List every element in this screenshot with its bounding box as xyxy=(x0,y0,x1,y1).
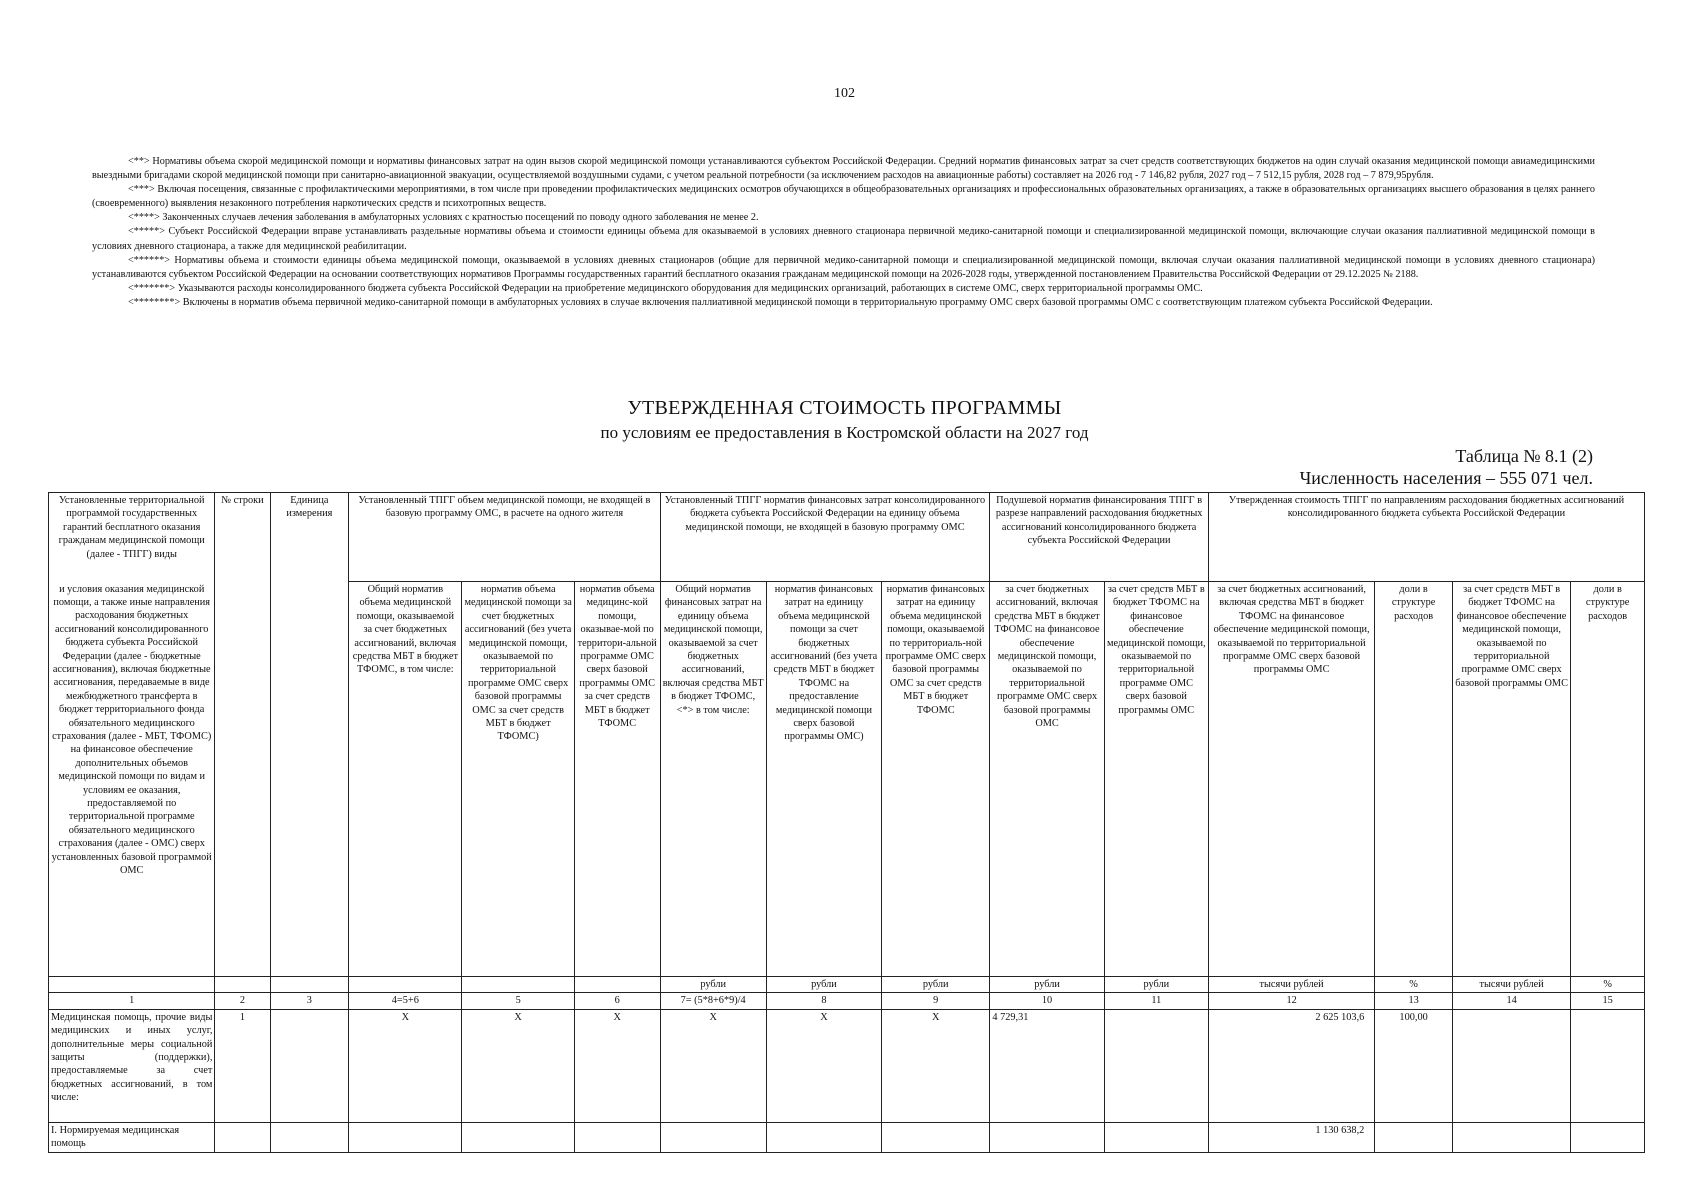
header-row-number: № строки xyxy=(215,493,270,977)
unit-cell: рубли xyxy=(990,977,1104,993)
footnote: <*****> Субъект Российской Федерации вправе устанавливать раздельные нормативы объема и стоимости единицы объема для оказываемой в условиях дневного стационара первичной медико-санитарной помощи и специализированной медицинской помощи, включающие случаи оказания паллиативной медицинской помощи в условиях дневного стационара, а также для медицинской реабилитации. xyxy=(92,226,1595,252)
header-unit: Единица измерения xyxy=(270,493,349,977)
header-sub: за счет средств МБТ в бюджет ТФОМС на финансовое обеспечение медицинской помощи, оказываемой по территориальной программе ОМС сверх базовой программы ОМС xyxy=(1104,582,1208,977)
header-sub: Общий норматив объема медицинской помощи, оказываемой за счет бюджетных ассигнований, включая средства МБТ в бюджет ТФОМС, в том числе: xyxy=(349,582,462,977)
header-sub: за счет бюджетных ассигнований, включая средства МБТ в бюджет ТФОМС на финансовое обеспечение медицинской помощи, оказываемой по территориальной программе ОМС сверх базовой программы ОМС xyxy=(1208,582,1374,977)
footnote: <**> Нормативы объема скорой медицинской помощи и нормативы финансовых затрат на один вызов скорой медицинской помощи устанавливаются субъектом Российской Федерации. Средний норматив финансовых затрат за счет средств соответствующих бюджетов на один случай оказания медицинской помощи авиамедицинскими выездными бригадами скорой медицинской помощи при санитарно-авиационной эвакуации, осуществляемой воздушными судами, с учетом реальной потребности (за исключением расходов на авиационные работы) составляет на 2026 год - 7 146,82 рубля, 2027 год – 7 512,15 рубля, 2028 год – 7 879,95рубля. xyxy=(92,156,1595,182)
unit-cell: рубли xyxy=(766,977,881,993)
table-cell: X xyxy=(660,1009,766,1122)
unit-cell xyxy=(215,977,270,993)
unit-cell xyxy=(270,977,349,993)
table-cell xyxy=(1571,1122,1645,1152)
table-cell: X xyxy=(882,1009,990,1122)
column-number: 14 xyxy=(1452,993,1570,1009)
footnote: <********> Включены в норматив объема первичной медико-санитарной помощи в амбулаторных условиях в случае включения паллиативной медицинской помощи в территориальную программу ОМС сверх базовой программы ОМС с соответствующим платежом субъекта Российской Федерации. xyxy=(128,296,1433,308)
column-number: 10 xyxy=(990,993,1104,1009)
unit-cell xyxy=(49,977,215,993)
unit-cell: % xyxy=(1571,977,1645,993)
footnote: <***> Включая посещения, связанные с профилактическими мероприятиями, в том числе при проведении профилактических медицинских осмотров обучающихся в общеобразовательных организациях и профессиональных образовательных организациях, а также в образовательных организациях высшего образования в целях раннего (своевременного) выявления незаконного потребления наркотических средств и психотропных веществ. xyxy=(92,184,1595,210)
header-kinds-bottom: и условия оказания медицинской помощи, а также иные направления расходования бюджетных ассигнований консолидированного бюджета субъекта Российской Федерации (далее - бюджетные ассигнования), включая бюджетные ассигнования, передаваемые в виде межбюджетного трансферта в бюджет территориального фонда обязательного медицинского страхования (далее - МБТ, ТФОМС) на финансовое обеспечение дополнительных объемов медицинской помощи по видам и условиям ее оказания, предоставляемой по территориальной программе обязательного медицинского страхования (далее - ОМС) сверх установленных базовой программой ОМС xyxy=(49,582,215,977)
header-sub: доли в структуре расходов xyxy=(1375,582,1453,977)
table-row xyxy=(49,1122,1645,1152)
table-row xyxy=(49,1009,1645,1122)
header-sub: Общий норматив финансовых затрат на единицу объема медицинской помощи, оказываемой за счет бюджетных ассигнований, включая средства МБТ в бюджет ТФОМС, <*> в том числе: xyxy=(660,582,766,977)
table-cell xyxy=(882,1122,990,1152)
table-cell: X xyxy=(349,1009,462,1122)
unit-cell: % xyxy=(1375,977,1453,993)
column-number: 6 xyxy=(574,993,660,1009)
table-cell xyxy=(1104,1122,1208,1152)
unit-cell: тысячи рублей xyxy=(1452,977,1570,993)
header-sub: норматив объема медицинской помощи за счет бюджетных ассигнований (без учета медицинской помощи, оказываемой по территориальной программе ОМС сверх базовой программы ОМС за счет средств МБТ в бюджет ТФОМС) xyxy=(462,582,574,977)
table-cell: X xyxy=(462,1009,574,1122)
header-approved-cost-group: Утвержденная стоимость ТПГГ по направлениям расходования бюджетных ассигнований консолидированного бюджета субъекта Российской Федерации xyxy=(1208,493,1644,582)
table-cell xyxy=(660,1122,766,1152)
footnotes xyxy=(92,155,1595,310)
table-cell: 1 xyxy=(215,1009,270,1122)
table-cell xyxy=(1452,1009,1570,1122)
header-sub: за счет средств МБТ в бюджет ТФОМС на финансовое обеспечение медицинской помощи, оказываемой по территориальной программе ОМС сверх базовой программы ОМС xyxy=(1452,582,1570,977)
header-row-groups xyxy=(49,493,1645,582)
column-numbers-row xyxy=(49,993,1645,1009)
column-number: 9 xyxy=(882,993,990,1009)
header-cost-group: Установленный ТПГГ норматив финансовых затрат консолидированного бюджета субъекта Российской Федерации на единицу объема медицинской помощи, не входящей в базовую программу ОМС xyxy=(660,493,990,582)
unit-cell: рубли xyxy=(1104,977,1208,993)
table-cell: 100,00 xyxy=(1375,1009,1453,1122)
column-number: 13 xyxy=(1375,993,1453,1009)
document-title: УТВЕРЖДЕННАЯ СТОИМОСТЬ ПРОГРАММЫ xyxy=(627,397,1062,419)
column-number: 12 xyxy=(1208,993,1374,1009)
header-kinds-top: Установленные территориальной программой государственных гарантий бесплатного оказания гражданам медицинской помощи (далее - ТПГГ) виды xyxy=(49,493,215,582)
table-cell xyxy=(990,1122,1104,1152)
header-per-capita-group: Подушевой норматив финансирования ТПГГ в разрезе направлений расходования бюджетных ассигнований консолидированного бюджета субъекта Российской Федерации xyxy=(990,493,1209,582)
column-number: 1 xyxy=(49,993,215,1009)
row-label: I. Нормируемая медицинская помощь xyxy=(49,1122,215,1152)
row-label: Медицинская помощь, прочие виды медицинских и иных услуг, дополнительные меры социальной защиты (поддержки), предоставляемые за счет бюджетных ассигнований, в том числе: xyxy=(49,1009,215,1122)
footnote: <*******> Указываются расходы консолидированного бюджета субъекта Российской Федерации на приобретение медицинского оборудования для медицинских организаций, работающих в системе ОМС, сверх территориальной программы ОМС. xyxy=(128,282,1203,294)
page-number: 102 xyxy=(834,86,855,101)
table-cell xyxy=(574,1122,660,1152)
table-cell: 4 729,31 xyxy=(990,1009,1104,1122)
unit-cell: тысячи рублей xyxy=(1208,977,1374,993)
table-cell xyxy=(349,1122,462,1152)
footnote: <******> Нормативы объема и стоимости единицы объема медицинской помощи, оказываемой в условиях дневных стационаров (общие для первичной медико-санитарной помощи и специализированной медицинской помощи, включая случаи оказания паллиативной медицинской помощи в условиях дневного стационара) устанавливаются субъектом Российской Федерации на основании соответствующих нормативов Программы государственных гарантий бесплатного оказания гражданам медицинской помощи на 2026-2028 годы, утвержденной постановлением Правительства Российской Федерации от 29.12.2025 № 2188. xyxy=(92,254,1595,280)
table-number: Таблица № 8.1 (2) xyxy=(1455,446,1593,466)
column-number: 2 xyxy=(215,993,270,1009)
population-label: Численность населения – 555 071 чел. xyxy=(1299,468,1593,488)
table-cell: X xyxy=(574,1009,660,1122)
header-sub: за счет бюджетных ассигнований, включая средства МБТ в бюджет ТФОМС на финансовое обеспечение медицинской помощи, оказываемой по территориальной программе ОМС сверх базовой программы ОМС xyxy=(990,582,1104,977)
column-number: 4=5+6 xyxy=(349,993,462,1009)
unit-cell xyxy=(462,977,574,993)
table-cell xyxy=(270,1122,349,1152)
column-number: 15 xyxy=(1571,993,1645,1009)
document-subtitle: по условиям ее предоставления в Костромской области на 2027 год xyxy=(600,423,1089,442)
table-cell xyxy=(766,1122,881,1152)
table-cell xyxy=(1571,1009,1645,1122)
column-number: 8 xyxy=(766,993,881,1009)
unit-cell: рубли xyxy=(882,977,990,993)
column-number: 11 xyxy=(1104,993,1208,1009)
table-cell xyxy=(1452,1122,1570,1152)
table-cell xyxy=(1375,1122,1453,1152)
footnote: <****> Законченных случаев лечения заболевания в амбулаторных условиях с кратностью посещений по поводу одного заболевания не менее 2. xyxy=(128,212,759,224)
table-cell xyxy=(215,1122,270,1152)
header-sub: доли в структуре расходов xyxy=(1571,582,1645,977)
table-cell xyxy=(1104,1009,1208,1122)
table-cell: X xyxy=(766,1009,881,1122)
cost-table xyxy=(48,492,1645,1153)
units-row xyxy=(49,977,1645,993)
table-cell xyxy=(270,1009,349,1122)
column-number: 7= (5*8+6*9)/4 xyxy=(660,993,766,1009)
table-cell xyxy=(462,1122,574,1152)
column-number: 5 xyxy=(462,993,574,1009)
header-sub: норматив финансовых затрат на единицу объема медицинской помощи, оказываемой по территориаль-ной программе ОМС сверх базовой программы ОМС за счет средств МБТ в бюджет ТФОМС xyxy=(882,582,990,977)
column-number: 3 xyxy=(270,993,349,1009)
unit-cell: рубли xyxy=(660,977,766,993)
header-sub: норматив объема медицинс-кой помощи, оказывае-мой по территори-альной программе ОМС сверх базовой программы ОМС за счет средств МБТ в бюджет ТФОМС xyxy=(574,582,660,977)
table-cell: 1 130 638,2 xyxy=(1208,1122,1374,1152)
table-cell: 2 625 103,6 xyxy=(1208,1009,1374,1122)
header-volume-group: Установленный ТПГГ объем медицинской помощи, не входящей в базовую программу ОМС, в расчете на одного жителя xyxy=(349,493,660,582)
unit-cell xyxy=(349,977,462,993)
header-sub: норматив финансовых затрат на единицу объема медицинской помощи за счет бюджетных ассигнований (без учета средств МБТ в бюджет ТФОМС на предоставление медицинской помощи сверх базовой программы ОМС) xyxy=(766,582,881,977)
unit-cell xyxy=(574,977,660,993)
